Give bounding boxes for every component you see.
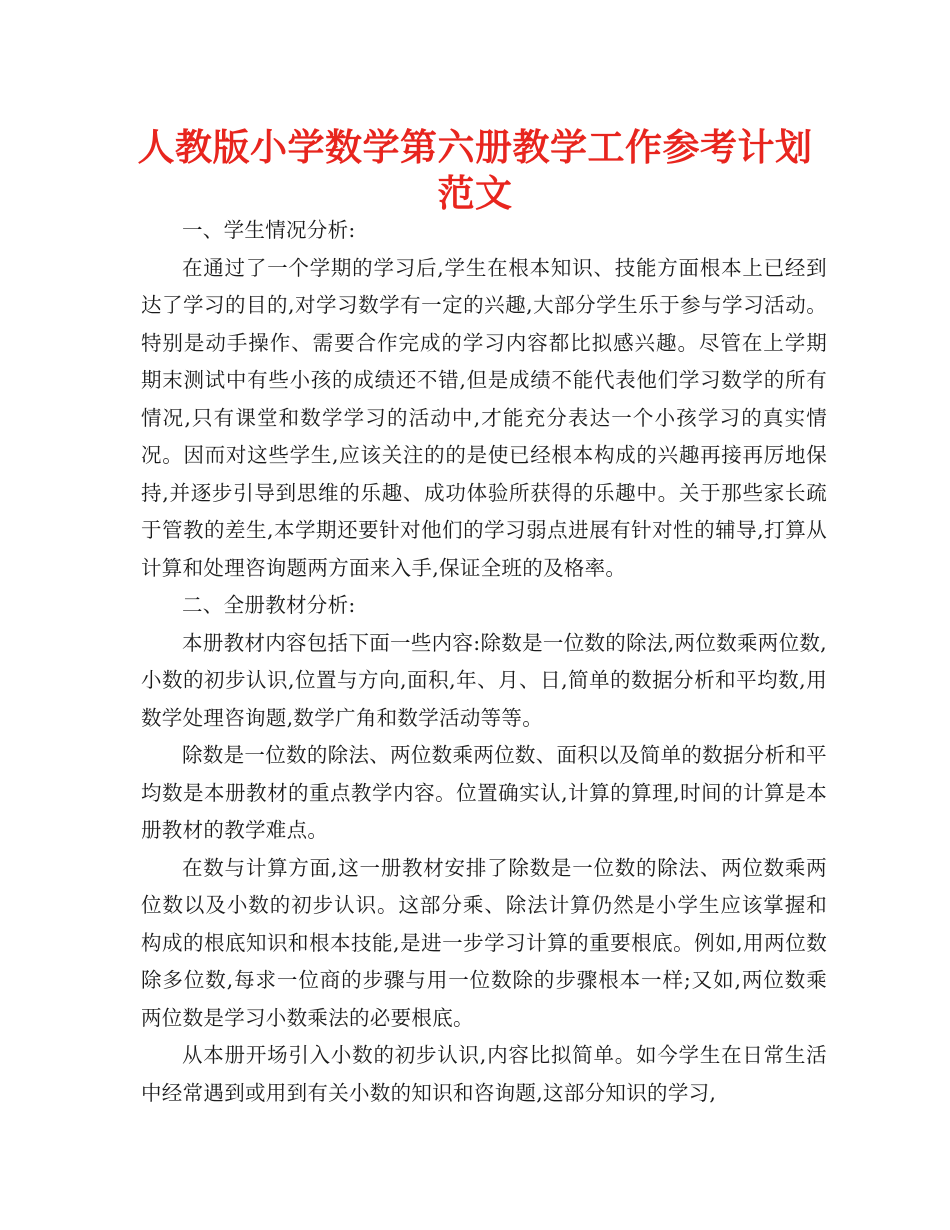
section-heading-textbook-analysis: 二、全册教材分析: bbox=[182, 593, 356, 617]
document-title: 人教版小学数学第六册教学工作参考计划 bbox=[137, 126, 813, 169]
document-body bbox=[141, 212, 827, 1112]
paragraph-decimals-intro: 从本册开场引入小数的初步认识,内容比拟简单。如今学生在日常生活中经常遇到或用到有关小数的知识和咨询题,这部分知识的学习, bbox=[141, 1043, 827, 1105]
section-heading-student-analysis: 一、学生情况分析: bbox=[182, 218, 356, 242]
paragraph-textbook-contents: 本册教材内容包括下面一些内容:除数是一位数的除法,两位数乘两位数,小数的初步认识,位置与方向,面积,年、月、日,简单的数据分析和平均数,用数学处理咨询题,数学广角和数学活动等等。 bbox=[141, 630, 827, 730]
paragraph-student-analysis: 在通过了一个学期的学习后,学生在根本知识、技能方面根本上已经到达了学习的目的,对学习数学有一定的兴趣,大部分学生乐于参与学习活动。特别是动手操作、需要合作完成的学习内容都比拟感兴趣。尽管在上学期期末测试中有些小孩的成绩还不错,但是成绩不能代表他们学习数学的所有情况,只有课堂和数学学习的活动中,才能充分表达一个小孩学习的真实情况。因而对这些学生,应该关注的的是使已经根本构成的兴趣再接再厉地保持,并逐步引导到思维的乐趣、成功体验所获得的乐趣中。关于那些家长疏于管教的差生,本学期还要针对他们的学习弱点进展有针对性的辅导,打算从计算和处理咨询题两方面来入手,保证全班的及格率。 bbox=[141, 255, 827, 580]
document-title-continued: 范文 bbox=[437, 172, 513, 215]
paragraph-key-points: 除数是一位数的除法、两位数乘两位数、面积以及简单的数据分析和平均数是本册教材的重点教学内容。位置确实认,计算的算理,时间的计算是本册教材的教学难点。 bbox=[141, 743, 827, 842]
paragraph-number-and-calculation: 在数与计算方面,这一册教材安排了除数是一位数的除法、两位数乘两位数以及小数的初步认识。这部分乘、除法计算仍然是小学生应该掌握和构成的根底知识和根本技能,是进一步学习计算的重要根底。例如,用两位数除多位数,每求一位商的步骤与用一位数除的步骤根本一样;又如,两位数乘两位数是学习小数乘法的必要根底。 bbox=[141, 855, 827, 1030]
